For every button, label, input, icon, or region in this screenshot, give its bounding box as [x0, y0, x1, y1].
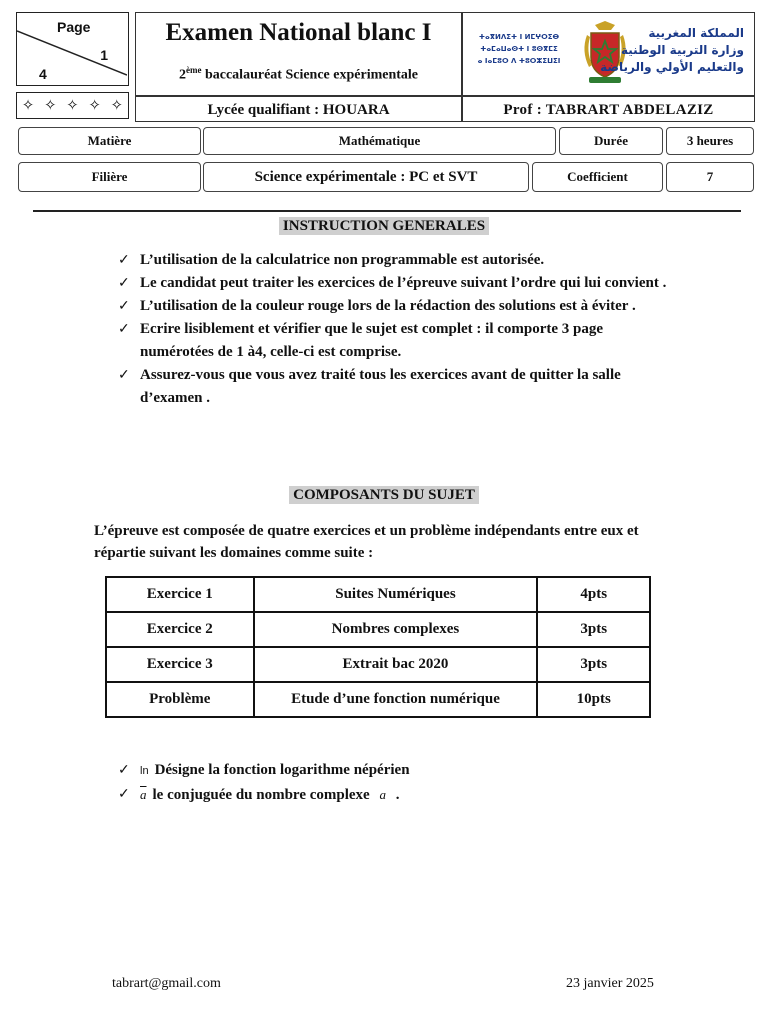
footer-date: 23 janvier 2025 — [566, 976, 654, 991]
list-item: ✓ Assurez-vous que vous avez traité tous les exercices avant de quitter la salle d’examen . — [118, 364, 678, 410]
table-row — [106, 577, 650, 612]
composition-heading: COMPOSANTS DU SUJET — [0, 486, 768, 504]
duree-label: Durée — [559, 127, 663, 155]
complex-var: a — [379, 787, 386, 802]
instructions-list — [118, 249, 678, 410]
list-item: ✓ L’utilisation de la calculatrice non programmable est autorisée. — [118, 249, 678, 272]
exercise-name: Exercice 1 — [106, 577, 254, 612]
star-icon: ✧ — [88, 98, 101, 114]
instructions-heading: INSTRUCTION GENERALES — [0, 217, 768, 235]
exercise-points: 3pts — [537, 647, 650, 682]
ministry-tifinagh: ⵜⴰⴳⵍⴷⵉⵜ ⵏ ⵍⵎⵖⵔⵉⴱ ⵜⴰⵎⴰⵡⴰⵙⵜ ⵏ ⵓⵙⴳⵎⵉ ⴰ ⵏⴰⵎⵓⵔ ⴷ ⵜⵓⵔⵣⵉⵡⵉⵏ — [477, 33, 561, 65]
table-row — [106, 682, 650, 717]
list-item: ✓ ln Désigne la fonction logarithme népérien — [118, 759, 658, 783]
teacher-name: Prof : TABRART ABDELAZIZ — [462, 96, 755, 122]
coefficient-value: 7 — [666, 162, 754, 192]
ln-symbol: ln — [140, 765, 149, 777]
exercise-topic: Etude d’une fonction numérique — [254, 682, 538, 717]
exercise-name: Problème — [106, 682, 254, 717]
list-item: ✓ Ecrire lisiblement et vérifier que le sujet est complet : il comporte 3 page numérotées de 1 à4, celle-ci est comprise. — [118, 318, 678, 364]
ministry-logo-block — [462, 12, 755, 96]
conjugate-symbol: $\overline{a}$ — [140, 787, 147, 802]
check-icon: ✓ — [118, 276, 130, 291]
list-item: ✓ Le candidat peut traiter les exercices de l’épreuve suivant l’ordre qui lui convient . — [118, 272, 678, 295]
check-icon: ✓ — [118, 299, 130, 314]
table-row — [106, 612, 650, 647]
table-row — [106, 647, 650, 682]
coefficient-label: Coefficient — [532, 162, 663, 192]
exercise-topic: Nombres complexes — [254, 612, 538, 647]
ministry-arabic: المملكة المغربية وزارة التربية الوطنية والتعليم الأولي والرياضة — [600, 26, 744, 74]
list-item: ✓ L’utilisation de la couleur rouge lors de la rédaction des solutions est à éviter . — [118, 295, 678, 318]
star-icon: ✧ — [110, 98, 124, 114]
check-icon: ✓ — [118, 322, 130, 337]
matiere-value: Mathématique — [203, 127, 556, 155]
duree-value: 3 heures — [666, 127, 754, 155]
exercise-topic: Extrait bac 2020 — [254, 647, 538, 682]
star-icon: ✧ — [43, 98, 57, 114]
filiere-label: Filière — [18, 162, 201, 192]
page-label: Page — [57, 19, 91, 35]
composition-table — [105, 576, 651, 718]
check-icon: ✓ — [118, 253, 130, 268]
check-icon: ✓ — [118, 368, 130, 383]
matiere-label: Matière — [18, 127, 201, 155]
title-block — [135, 12, 462, 96]
exercise-points: 10pts — [537, 682, 650, 717]
lycee-name: Lycée qualifiant : HOUARA — [135, 96, 462, 122]
composition-intro: L’épreuve est composée de quatre exercices et un problème indépendants entre eux et répartie suivant les domaines comme suite : — [94, 523, 639, 561]
exercise-points: 3pts — [537, 612, 650, 647]
star-icon: ✧ — [66, 98, 79, 114]
exercise-points: 4pts — [537, 577, 650, 612]
page-number: 1 — [100, 47, 108, 63]
list-item: ✓ $\overline{a}$ le conjuguée du nombre complexe a . — [118, 783, 658, 807]
check-icon: ✓ — [118, 763, 130, 778]
star-icon: ✧ — [21, 98, 35, 114]
exercise-topic: Suites Numériques — [254, 577, 538, 612]
page-indicator — [16, 12, 129, 86]
exercise-name: Exercice 3 — [106, 647, 254, 682]
exam-title: Examen National blanc I — [165, 19, 432, 46]
page-total: 4 — [39, 66, 47, 82]
stars-ornament — [16, 92, 129, 119]
footer-email: tabrart@gmail.com — [112, 976, 221, 991]
notation-list — [118, 759, 658, 807]
exercise-name: Exercice 2 — [106, 612, 254, 647]
exam-level: 2ème baccalauréat Science expérimentale — [178, 65, 419, 83]
filiere-value: Science expérimentale : PC et SVT — [203, 162, 529, 192]
divider — [33, 210, 741, 212]
check-icon: ✓ — [118, 787, 130, 802]
